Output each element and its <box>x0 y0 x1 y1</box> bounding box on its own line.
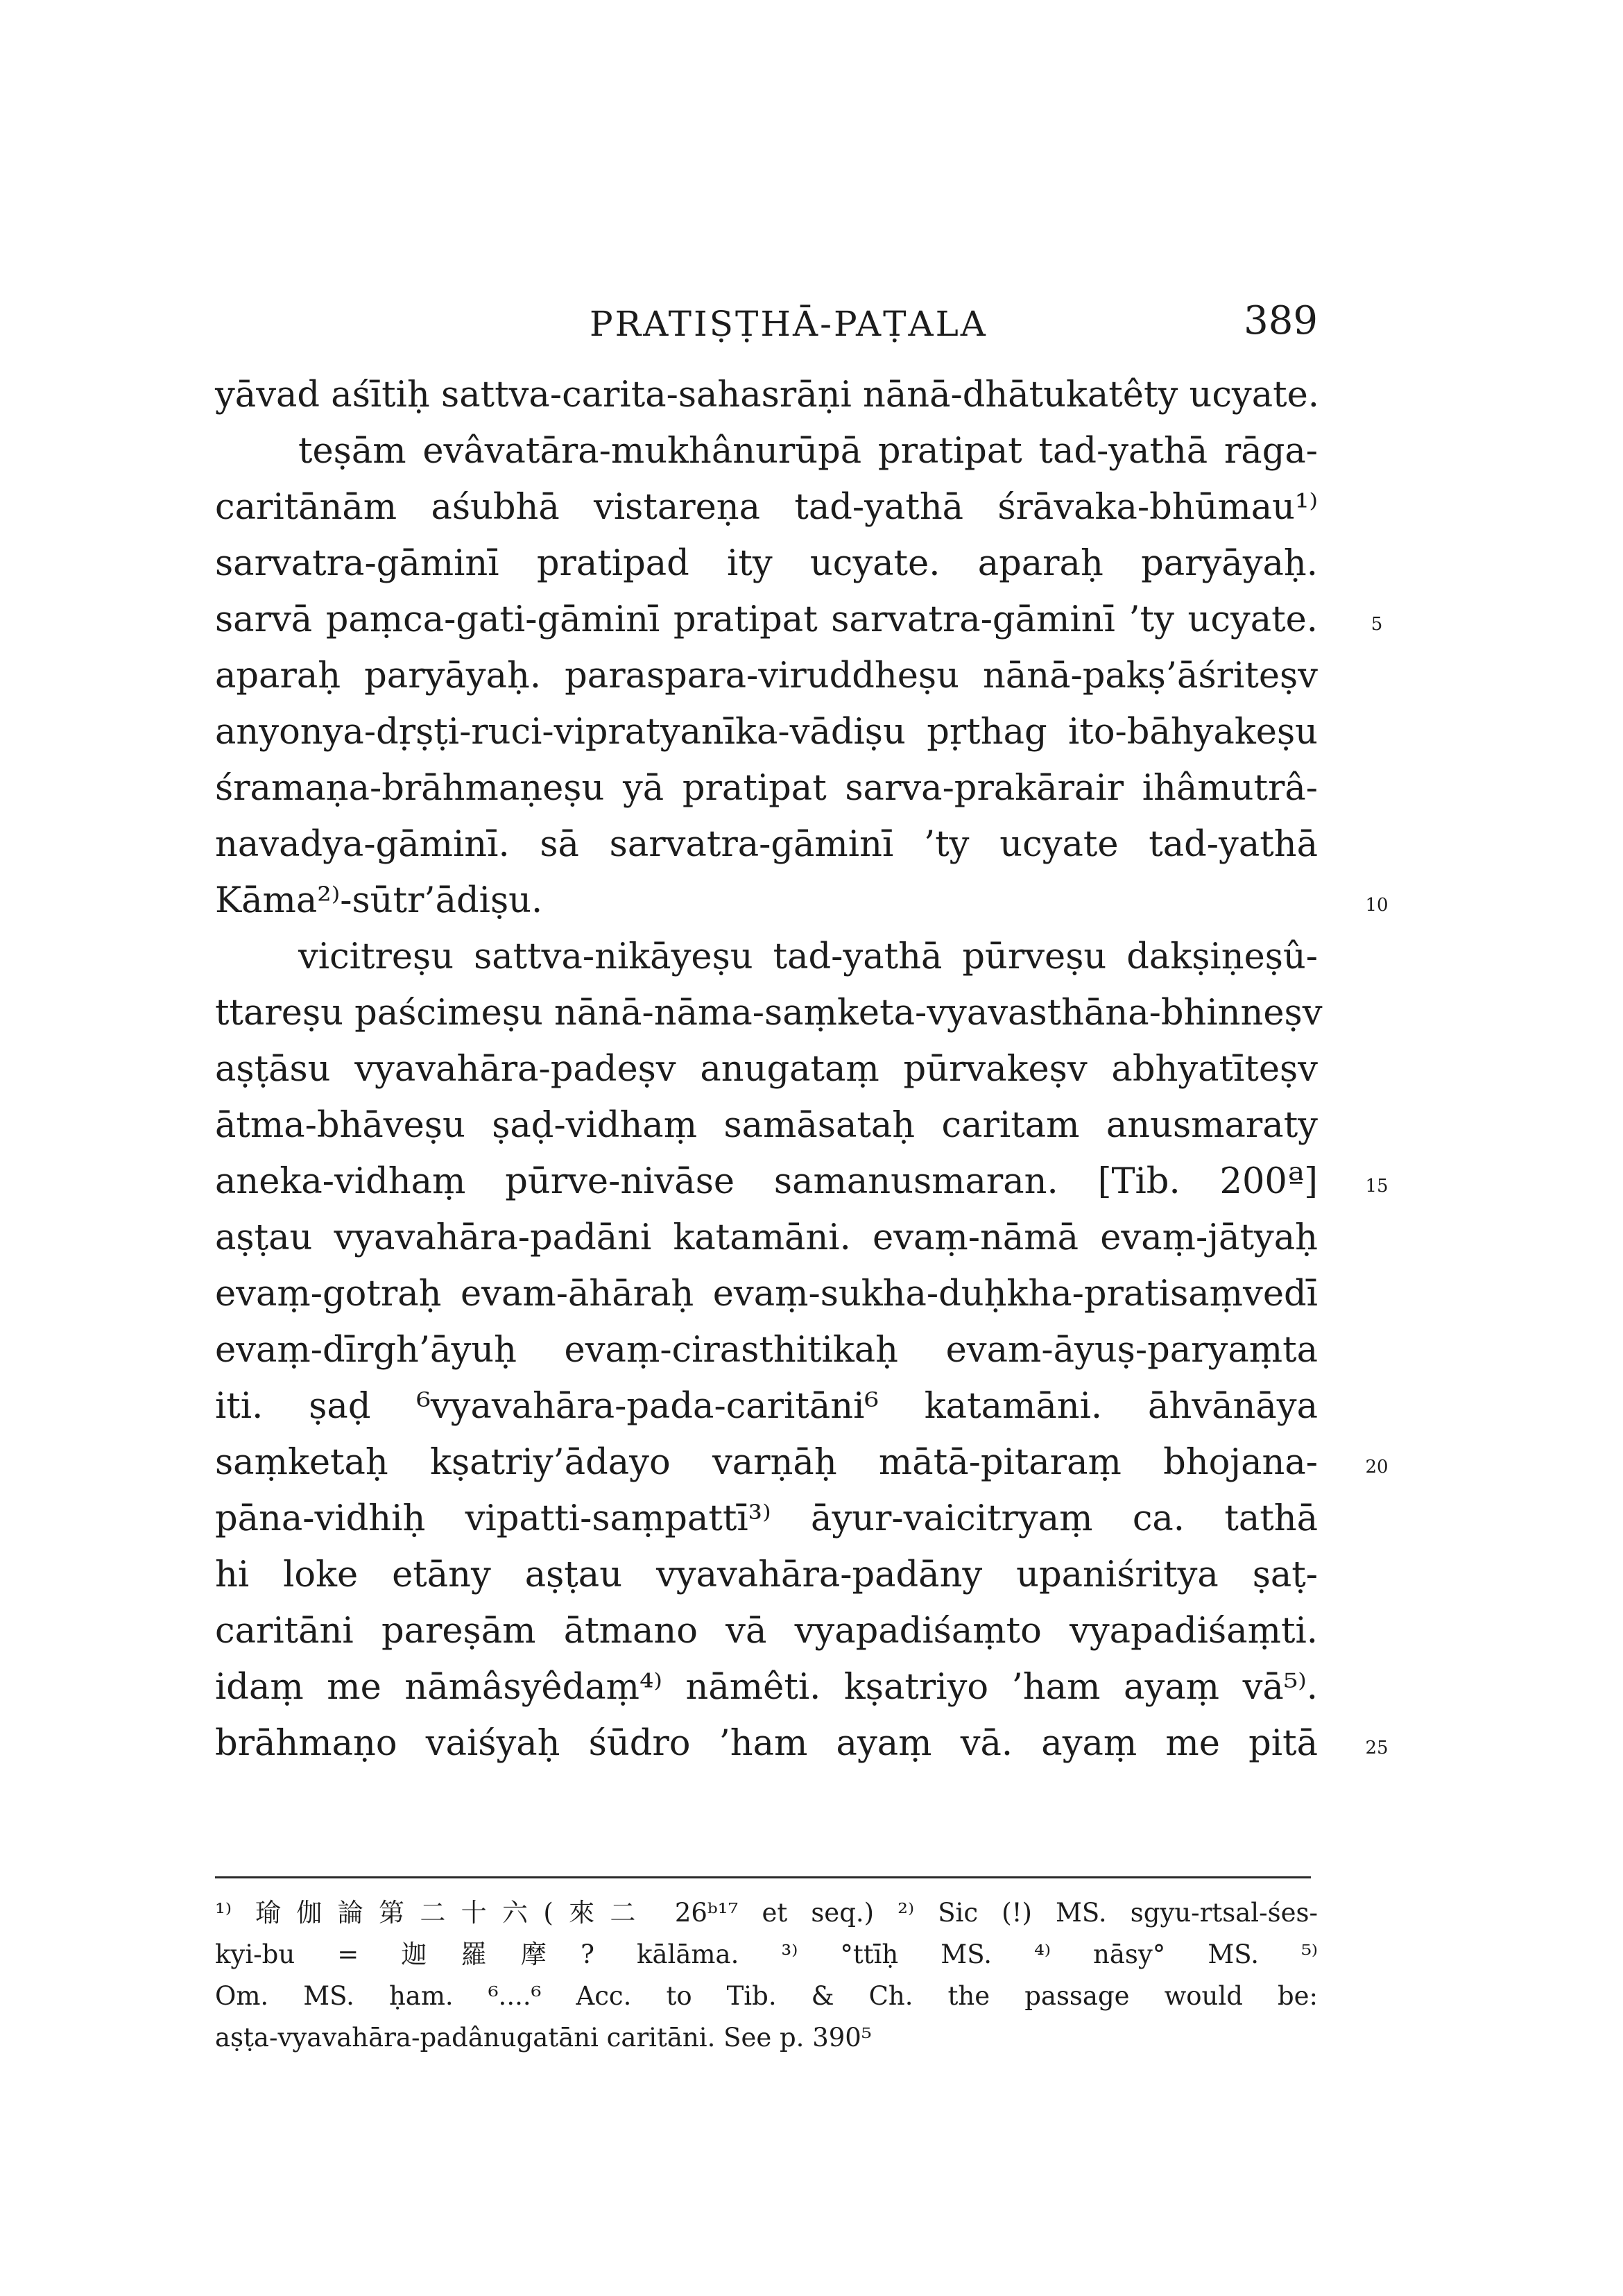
text-line: navadya-gāminī. sā sarvatra-gāminī ’ty ucyate tad-yathā <box>215 824 1318 865</box>
text-line: yāvad aśītiḥ sattva-carita-sahasrāṇi nānā-dhātukatêty ucyate. <box>215 375 1320 415</box>
text-line: śramaṇa-brāhmaṇeṣu yā pratipat sarva-prakārair ihâmutrâ- <box>215 768 1318 809</box>
footnote-line: kyi-bu = 迦羅摩? kālāma. ³⁾ °ttīḥ MS. ⁴⁾ nāsy° MS. ⁵⁾ <box>215 1939 1318 1969</box>
text-line: iti. ṣaḍ ⁶vyavahāra-pada-caritāni⁶ katamāni. āhvānāya <box>215 1386 1318 1427</box>
text-line: saṃketaḥ kṣatriy’ādayo varṇāḥ mātā-pitaraṃ bhojana- <box>215 1442 1318 1483</box>
text-line: pāna-vidhiḥ vipatti-saṃpattī³⁾ āyur-vaicitryaṃ ca. tathā <box>215 1498 1318 1539</box>
text-line: Kāma²⁾-sūtr’ādiṣu. <box>215 880 543 921</box>
text-line: aneka-vidhaṃ pūrve-nivāse samanusmaran. [Tib. 200ª] <box>215 1161 1318 1202</box>
text-line: sarvā paṃca-gati-gāminī pratipat sarvatra-gāminī ’ty ucyate. <box>215 599 1318 640</box>
text-line: vicitreṣu sattva-nikāyeṣu tad-yathā pūrveṣu dakṣiṇeṣû- <box>298 936 1318 977</box>
line-number: 15 <box>1365 1176 1389 1197</box>
text-line: evaṃ-gotraḥ evam-āhāraḥ evaṃ-sukha-duḥkha-pratisaṃvedī <box>215 1274 1318 1314</box>
running-title: PRATIṢṬHĀ-PAṬALA <box>590 304 988 344</box>
text-line: ātma-bhāveṣu ṣaḍ-vidhaṃ samāsataḥ caritam anusmaraty <box>215 1105 1318 1146</box>
line-number: 25 <box>1365 1738 1389 1758</box>
text-line: aṣṭāsu vyavahāra-padeṣv anugataṃ pūrvakeṣv abhyatīteṣv <box>215 1049 1318 1090</box>
page-number: 389 <box>1244 298 1318 343</box>
text-line: evaṃ-dīrgh’āyuḥ evaṃ-cirasthitikaḥ evam-āyuṣ-paryaṃta <box>215 1330 1318 1371</box>
footnote-divider <box>215 1876 1311 1878</box>
footnote-line: Om. MS. ḥam. ⁶....⁶ Acc. to Tib. & Ch. the passage would be: <box>215 1981 1318 2011</box>
line-number: 20 <box>1365 1457 1389 1477</box>
line-number: 10 <box>1365 895 1389 916</box>
line-number: 5 <box>1371 614 1383 635</box>
footnote-line: aṣṭa-vyavahāra-padânugatāni caritāni. See p. 390⁵ <box>215 2023 872 2053</box>
text-line: idaṃ me nāmâsyêdaṃ⁴⁾ nāmêti. kṣatriyo ’ham ayaṃ vā⁵⁾. <box>215 1667 1318 1708</box>
footnote-line: ¹⁾ 瑜伽論第二十六(來二 26ᵇ¹⁷ et seq.) ²⁾ Sic (!) MS. sgyu-rtsal-śes- <box>215 1898 1318 1928</box>
text-line: aparaḥ paryāyaḥ. paraspara-viruddheṣu nānā-pakṣ’āśriteṣv <box>215 656 1318 696</box>
text-line: caritānām aśubhā vistareṇa tad-yathā śrāvaka-bhūmau¹⁾ <box>215 487 1318 528</box>
text-line: hi loke etāny aṣṭau vyavahāra-padāny upaniśritya ṣaṭ- <box>215 1554 1318 1595</box>
text-line: caritāni pareṣām ātmano vā vyapadiśaṃto vyapadiśaṃti. <box>215 1611 1318 1652</box>
text-line: brāhmaṇo vaiśyaḥ śūdro ’ham ayaṃ vā. ayaṃ me pitā <box>215 1723 1318 1764</box>
text-line: teṣām evâvatāra-mukhânurūpā pratipat tad-yathā rāga- <box>298 431 1318 472</box>
page-header <box>215 298 1318 354</box>
text-line: aṣṭau vyavahāra-padāni katamāni. evaṃ-nāmā evaṃ-jātyaḥ <box>215 1217 1318 1258</box>
text-line: anyonya-dṛṣṭi-ruci-vipratyanīka-vādiṣu pṛthag ito-bāhyakeṣu <box>215 712 1318 753</box>
text-line: ttareṣu paścimeṣu nānā-nāma-saṃketa-vyavasthāna-bhinneṣv <box>215 993 1323 1034</box>
text-line: sarvatra-gāminī pratipad ity ucyate. aparaḥ paryāyaḥ. <box>215 543 1318 584</box>
